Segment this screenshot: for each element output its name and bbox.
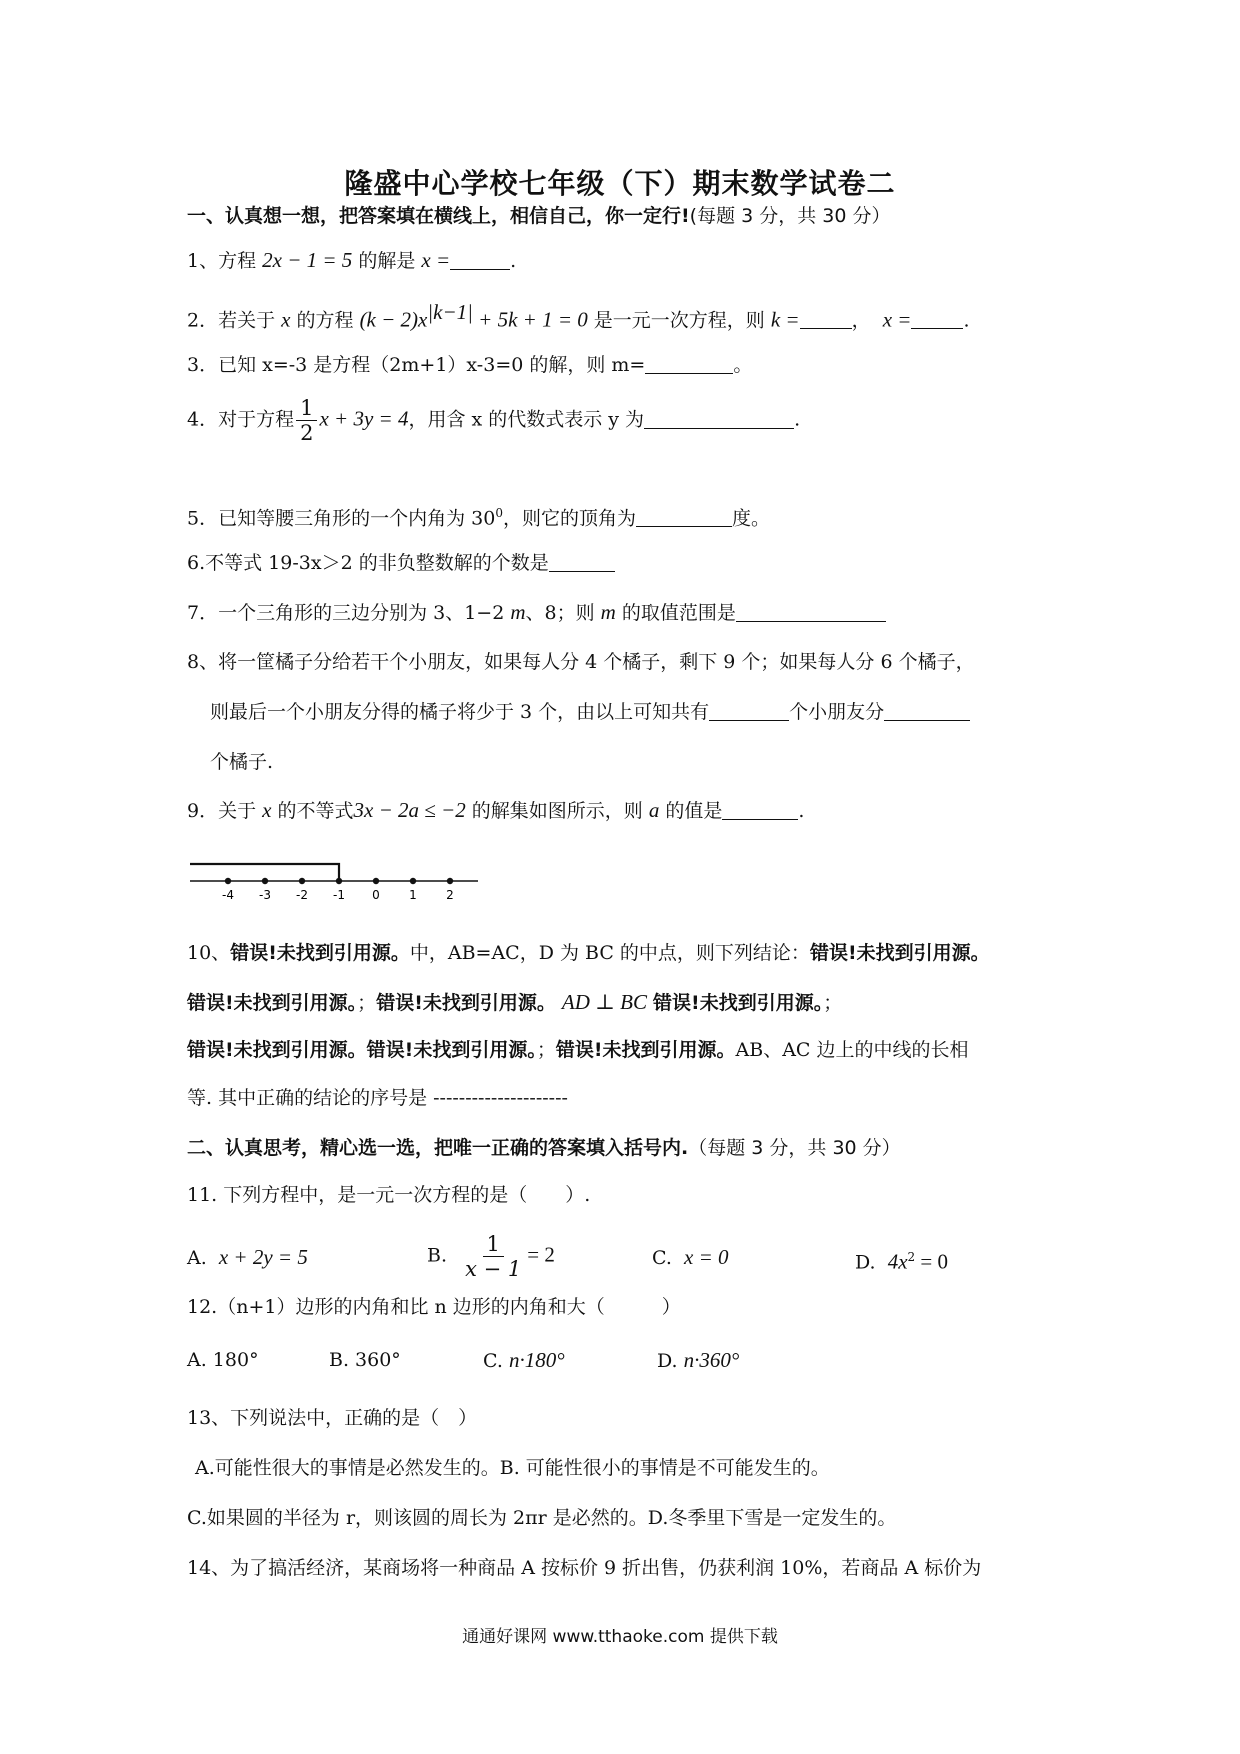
q6-text: 6.不等式 19-3x＞2 的非负整数解的个数是 bbox=[187, 552, 549, 574]
q10-ref-error: 错误!未找到引用源。 bbox=[376, 992, 556, 1014]
q13-options-cd: C.如果圆的半径为 r，则该圆的周长为 2πr 是必然的。D.冬季里下雪是一定发生的。 bbox=[187, 1507, 897, 1529]
number-line-tick-label: 0 bbox=[372, 888, 380, 902]
question-10-line2 bbox=[187, 987, 1067, 1018]
question-10-line4: 等. 其中正确的结论的序号是 --------------------- bbox=[187, 1087, 568, 1109]
q8-line2-b: 个小朋友分 bbox=[789, 701, 885, 723]
number-line-tick-label: -2 bbox=[296, 888, 308, 902]
q10-ref-error: 错误!未找到引用源。 bbox=[809, 942, 990, 964]
number-line-figure bbox=[190, 855, 490, 905]
q12-c-label: C. bbox=[483, 1350, 509, 1372]
q11-b-rhs: = 2 bbox=[527, 1242, 555, 1267]
q11-b-denominator: x − 1 bbox=[465, 1257, 522, 1281]
number-line-point bbox=[373, 878, 379, 884]
question-3 bbox=[187, 350, 1067, 380]
page-title: 隆盛中心学校七年级（下）期末数学试卷二 bbox=[344, 167, 896, 200]
q2-separator: ， bbox=[851, 309, 871, 332]
q9-middle: 的不等式 bbox=[271, 800, 354, 822]
q2-prefix: 2．若关于 bbox=[187, 309, 282, 332]
q2-middle2: 是一元一次方程，则 bbox=[587, 309, 771, 332]
q11-c-label: C. bbox=[652, 1247, 672, 1269]
q10-semicolon: ； bbox=[357, 992, 377, 1014]
q4-denominator: 2 bbox=[300, 421, 314, 445]
q9-prefix: 9．关于 bbox=[187, 800, 263, 822]
q2-equation-a: (k − 2)x bbox=[359, 307, 428, 332]
q13-options-ab: A.可能性很大的事情是必然发生的。B. 可能性很小的事情是不可能发生的。 bbox=[195, 1457, 830, 1479]
question-14: 14、为了搞活经济，某商场将一种商品 A 按标价 9 折出售，仍获利润 10%，若商品 A 标价为 bbox=[187, 1557, 982, 1579]
q11-a-text: x + 2y = 5 bbox=[218, 1245, 308, 1269]
q4-middle: ，用含 x 的代数式表示 y 为 bbox=[408, 408, 645, 431]
q11-option-a[interactable] bbox=[187, 1242, 308, 1273]
question-4 bbox=[187, 396, 1067, 445]
q12-option-b[interactable]: B. 360° bbox=[329, 1349, 401, 1371]
question-9 bbox=[187, 795, 1067, 826]
question-8-line3: 个橘子. bbox=[210, 751, 274, 773]
q12-option-a[interactable]: A. 180° bbox=[187, 1349, 259, 1371]
page-footer: 通通好课网 www.tthaoke.com 提供下载 bbox=[462, 1627, 778, 1647]
q7-m2: m bbox=[600, 600, 616, 624]
number-line-point bbox=[225, 878, 231, 884]
q10-ref-error: 错误!未找到引用源。 bbox=[187, 1039, 367, 1061]
q8-line2-a: 则最后一个小朋友分得的橘子将少于 3 个，由以上可知共有 bbox=[210, 701, 710, 723]
q11-option-b[interactable] bbox=[427, 1232, 555, 1281]
q10-ref-error: 错误!未找到引用源。 bbox=[653, 992, 824, 1014]
number-line-tick-label: -1 bbox=[333, 888, 345, 902]
q4-fraction bbox=[296, 396, 317, 445]
q11-d-exponent: 2 bbox=[907, 1250, 916, 1264]
q9-suffix: 的值是 bbox=[659, 800, 723, 822]
q9-x: x bbox=[262, 798, 272, 822]
number-line-tick-label: 2 bbox=[446, 888, 454, 902]
q10-ref-error: 错误!未找到引用源。 bbox=[230, 942, 410, 964]
q10-tail: AB、AC 边上的中线的长相 bbox=[735, 1039, 969, 1061]
question-10-line1 bbox=[187, 938, 1067, 968]
q1-answer-blank[interactable] bbox=[450, 249, 510, 270]
q10-ref-error: 错误!未找到引用源。 bbox=[366, 1039, 537, 1061]
q12-d-text: n·360° bbox=[683, 1348, 740, 1372]
q8-count-blank[interactable] bbox=[709, 700, 789, 721]
question-7 bbox=[187, 597, 1067, 628]
q6-answer-blank[interactable] bbox=[549, 551, 615, 572]
section2-heading bbox=[187, 1133, 1067, 1163]
q7-suffix: 的取值范围是 bbox=[615, 602, 736, 624]
q3-suffix: 。 bbox=[733, 354, 753, 376]
number-line-point bbox=[262, 878, 268, 884]
question-13: 13、下列说法中，正确的是（ ） bbox=[187, 1407, 478, 1429]
q11-b-numerator: 1 bbox=[483, 1232, 504, 1257]
number-line-point bbox=[299, 878, 305, 884]
section1-heading bbox=[187, 201, 1067, 231]
q10-stem: 中，AB=AC，D 为 BC 的中点，则下列结论： bbox=[409, 942, 810, 964]
q12-option-d[interactable] bbox=[657, 1345, 739, 1376]
question-8-line2 bbox=[210, 697, 1090, 727]
question-8-line1: 8、将一筐橘子分给若干个小朋友，如果每人分 4 个橘子，剩下 9 个；如果每人分 6 个橘子， bbox=[187, 651, 975, 673]
q9-a: a bbox=[648, 798, 660, 822]
q11-c-text: x = 0 bbox=[684, 1245, 729, 1269]
q11-d-label: D. bbox=[855, 1251, 876, 1274]
question-1 bbox=[187, 245, 1067, 276]
q11-option-d[interactable] bbox=[855, 1242, 948, 1277]
q2-middle: 的方程 bbox=[290, 309, 360, 332]
q10-number: 10、 bbox=[187, 942, 231, 964]
q5-middle: ，则它的顶角为 bbox=[502, 507, 636, 530]
q1-middle: 的解是 bbox=[352, 250, 422, 272]
q9-inequality: 3x − 2a ≤ −2 bbox=[353, 798, 466, 822]
q4-prefix: 4．对于方程 bbox=[187, 408, 295, 431]
number-line-tick-label: 1 bbox=[409, 888, 417, 902]
q5-degree: 0 bbox=[495, 506, 503, 520]
q10-ref-error: 错误!未找到引用源。 bbox=[187, 992, 358, 1014]
q4-numerator: 1 bbox=[296, 396, 317, 421]
q11-b-label: B. bbox=[427, 1244, 448, 1267]
q1-prefix: 1、方程 bbox=[187, 250, 263, 272]
q2-equation-b: + 5k + 1 = 0 bbox=[472, 307, 588, 332]
q9-middle2: 的解集如图所示，则 bbox=[465, 800, 649, 822]
q10-ref-error: 错误!未找到引用源。 bbox=[555, 1039, 736, 1061]
q1-variable: x = bbox=[421, 248, 451, 272]
q5-suffix: 度。 bbox=[731, 507, 770, 530]
q3-text: 3．已知 x=-3 是方程（2m+1）x-3=0 的解，则 m= bbox=[187, 354, 646, 376]
q9-end: . bbox=[798, 800, 805, 822]
q11-d-text-a: 4x bbox=[887, 1249, 908, 1274]
question-12-options bbox=[187, 1345, 1067, 1377]
q7-answer-blank[interactable] bbox=[736, 601, 886, 622]
question-5 bbox=[187, 498, 1067, 533]
number-line-point bbox=[447, 878, 453, 884]
q4-suffix: . bbox=[794, 408, 801, 431]
section2-heading-text: 二、认真思考，精心选一选，把唯一正确的答案填入括号内. bbox=[187, 1137, 689, 1159]
q11-b-fraction bbox=[461, 1232, 525, 1281]
q2-exponent: |k−1| bbox=[427, 300, 473, 324]
number-line-tick-label: -4 bbox=[222, 888, 234, 902]
q5-prefix: 5．已知等腰三角形的一个内角为 30 bbox=[187, 507, 496, 530]
number-line-point bbox=[410, 878, 416, 884]
number-line-tick-label: -3 bbox=[259, 888, 271, 902]
q4-answer-blank[interactable] bbox=[644, 408, 794, 429]
q5-answer-blank[interactable] bbox=[636, 506, 732, 527]
q10-semicolon: ； bbox=[823, 992, 843, 1014]
q2-k-blank[interactable] bbox=[800, 308, 852, 329]
q12-option-c[interactable] bbox=[483, 1345, 565, 1376]
q3-answer-blank[interactable] bbox=[645, 353, 733, 374]
q10-perpendicular: AD ⊥ BC bbox=[561, 990, 647, 1014]
q2-k: k = bbox=[770, 307, 800, 332]
q10-semicolon: ； bbox=[536, 1039, 556, 1061]
q12-d-label: D. bbox=[657, 1350, 684, 1372]
question-11-options bbox=[187, 1232, 1067, 1288]
question-2 bbox=[187, 297, 1067, 335]
q7-prefix: 7．一个三角形的三边分别为 3、1−2 bbox=[187, 602, 511, 624]
q2-x-blank[interactable] bbox=[911, 308, 963, 329]
question-12: 12.（n+1）边形的内角和比 n 边形的内角和大（ ） bbox=[187, 1296, 681, 1318]
question-6 bbox=[187, 548, 1067, 578]
q11-d-text-b: = 0 bbox=[915, 1249, 949, 1274]
q2-x: x bbox=[281, 307, 291, 332]
q2-suffix: . bbox=[963, 309, 970, 332]
q2-x2: x = bbox=[882, 307, 912, 332]
section1-heading-text: 一、认真想一想，把答案填在横线上，相信自己，你一定行! bbox=[187, 205, 690, 227]
q4-equation: x + 3y = 4 bbox=[319, 406, 409, 431]
q9-answer-blank[interactable] bbox=[722, 799, 798, 820]
question-10-line3 bbox=[187, 1035, 1067, 1065]
q11-option-c[interactable] bbox=[652, 1242, 729, 1273]
section2-score: （每题 3 分，共 30 分） bbox=[688, 1137, 901, 1159]
q8-oranges-blank[interactable] bbox=[884, 700, 970, 721]
q7-m: m bbox=[510, 600, 526, 624]
section1-score: (每题 3 分，共 30 分） bbox=[689, 205, 891, 227]
question-11: 11. 下列方程中，是一元一次方程的是（ ）. bbox=[187, 1184, 591, 1206]
q11-a-label: A. bbox=[187, 1247, 207, 1269]
q1-suffix: . bbox=[510, 250, 517, 272]
q12-c-text: n·180° bbox=[508, 1348, 565, 1372]
q7-middle: 、8；则 bbox=[525, 602, 601, 624]
q1-equation: 2x − 1 = 5 bbox=[262, 248, 353, 272]
